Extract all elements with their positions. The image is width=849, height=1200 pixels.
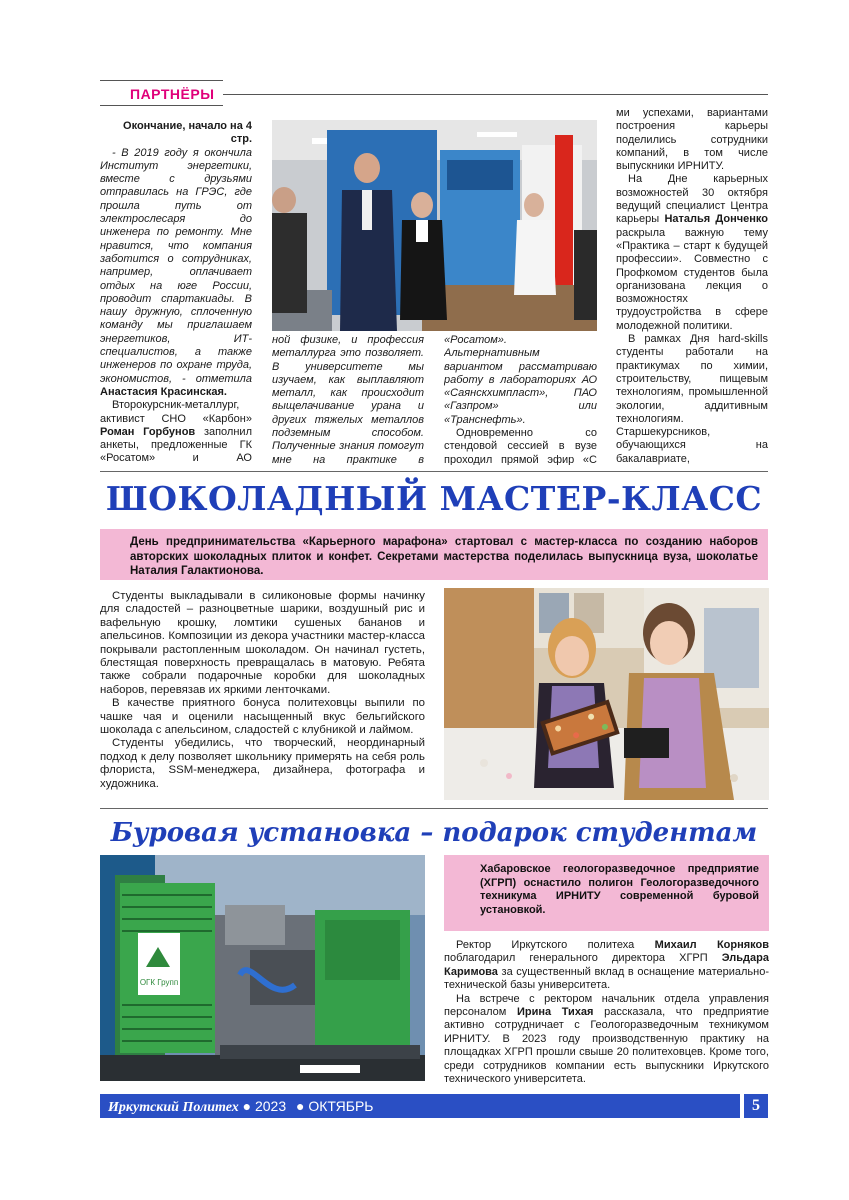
footer-bar (100, 1094, 740, 1118)
continuation-note: Окончание, начало на 4 стр. (123, 120, 252, 146)
article3-paragraph-1: Ректор Иркутского политеха Михаил Корняков поблагодарил генерального директора ХГРП Эльдара Каримова за существенный вклад в оснащение материально-технической базы университета. (444, 939, 769, 992)
career-fair-photo (272, 120, 597, 331)
article3-lead: Хабаровское геологоразведочное предприятие (ХГРП) оснастило полигон Геологоразведочного техникума ИРНИТУ современной буровой установкой. (444, 855, 769, 931)
issue-month: ОКТЯБРЬ (308, 1098, 374, 1114)
bullet-icon: ● (296, 1098, 305, 1114)
page-number: 5 (744, 1094, 768, 1118)
article2-paragraph-3: Студенты убедились, что творческий, неординарный подход к делу позволяет школьнику примерять на себя роль флориста, SSM-менеджера, дизайнера, фотографа и художника. (100, 737, 425, 790)
paragraph-career-day: На Дне карьерных возможностей 30 октября ведущий специалист Центра карьеры Наталья Донченко раскрыла важную тему «Практика – старт к будущей профессии». Совместно с Профкомом студентов была организована лекция о возможностях трудоустройства в сфере молодежной политики. (616, 173, 768, 332)
paragraph-broadcast: Одновременно со стендовой сессией в вузе проходил прямой эфир «С (444, 427, 597, 465)
issue-year: 2023 (254, 1098, 287, 1114)
article2-paragraph-1: Студенты выкладывали в силиконовые формы начинку для сладостей – разноцветные шарики, воздушный рис и вафельную крошку, ломтики сушеных бананов и апельсинов. Композиции из декора участники мастер-класса покрывали растопленным шоколадом. Он начинал густеть, блестящая поверхность превращалась в матовую. Ребята также собрали подарочные коробки для шоколадных наборов, перевязав их яркими ленточками. (100, 590, 425, 696)
bullet-icon: ● (242, 1098, 252, 1114)
article2-headline: ШОКОЛАДНЫЙ МАСТЕР-КЛАСС (105, 479, 763, 518)
article3-paragraph-2: На встрече с ректором начальник отдела управления персоналом Ирина Тихая рассказала, что предприятие активно сотрудничает с Геологоразведочным техникумом ИРНИТУ. В 2023 году производственную практику на площадках ХГРП прошли свыше 20 политеховцев. Кроме того, среди сотрудников компании есть выпускники Иркутского технического университета. (444, 992, 769, 1086)
paragraph-hard-skills: В рамках Дня hard-skills студенты работали на практикумах по химии, строительству, пищевым технологиям, промышленной экологии, аддитивным технологиям. Старшекурсников, обучающихся на бакалавриате, (616, 333, 768, 465)
article1-column-4: ми успехами, вариантами построения карьеры поделились сотрудники компаний, в том числе выпускники ИРНИТУ. На Дне карьерных возможностей 30 октября ведущий специалист Центра карьеры Наталья Донченко раскрыла важную тему «Практика – старт к будущей профессии». Совместно с Профкомом студентов была организована лекция о возможностях трудоустройства в сфере молодежной политики. В рамках Дня hard-skills студенты работали на практикумах по химии, строительству, пищевым технологиям, промышленной экологии, аддитивным технологиям. Старшекурсников, обучающихся на бакалавриате, (616, 107, 768, 465)
article3-body (444, 939, 769, 1089)
article1-column-1 (100, 120, 252, 465)
drilling-rig-illustration (100, 855, 425, 1081)
rig-logo-text: ОГК Групп (139, 978, 179, 987)
chocolate-masterclass-illustration (444, 588, 769, 800)
article1-column-2: ной физике, и профессия металлурга это позволяет. В университете мы изучаем, как выплавляют металл, как происходит выщелачивание урана и других тяжелых металлов подземным способом. Полученные знания помогут мне на практике в (272, 334, 424, 465)
career-fair-illustration (272, 120, 597, 331)
article2-paragraph-2: В качестве приятного бонуса политеховцы выпили по чашке чая и оценили насыщенный вкус бельгийского шоколада с апельсином, сладостей с клубникой и лаймом. (100, 697, 425, 737)
article2-lead: День предпринимательства «Карьерного марафона» стартовал с мастер-класса по созданию наборов авторских шоколадных плиток и конфет. Секретами мастерства поделилась выпускница вуза, шоколатье Наталия Галактионова. (100, 529, 768, 580)
article3-headline: Буровая установка – подарок студентам (110, 818, 758, 848)
section-divider-2 (100, 808, 768, 809)
drilling-rig-photo (100, 855, 425, 1081)
chocolate-masterclass-photo (444, 588, 769, 800)
quote-1: - В 2019 году я окончила Институт энергетики, вместе с друзьями отправилась на ГРЭС, где прошла путь от электрослесаря до инженера по ремонту. Мне нравится, что компания заботится о сотрудниках, например, оплачивает отдых на юге России, проводит спартакиады. В нашу дружную, сплоченную команду мы приглашаем энергетиков, ИТ-специалистов, а также инженеров по охране труда, экономистов, - отметила Анастасия Красинская. (100, 146, 252, 398)
rubric-title: ПАРТНЁРЫ (130, 86, 215, 102)
section-divider-1 (100, 471, 768, 472)
quote-continuation: «Росатом». Альтернативным вариантом рассматриваю работу в лабораториях АО «Саянскхимпласт», ПАО «Газпром» или «Транснефть». (444, 334, 597, 426)
article1-column-3 (444, 334, 597, 465)
article2-body (100, 590, 425, 802)
paragraph-gorbunov: Второкурсник-металлург, активист СНО «Карбон» Роман Горбунов заполнил анкеты, предложенные ГК «Росатом» и АО (100, 399, 252, 465)
newspaper-name: Иркутский Политех (108, 1100, 239, 1115)
